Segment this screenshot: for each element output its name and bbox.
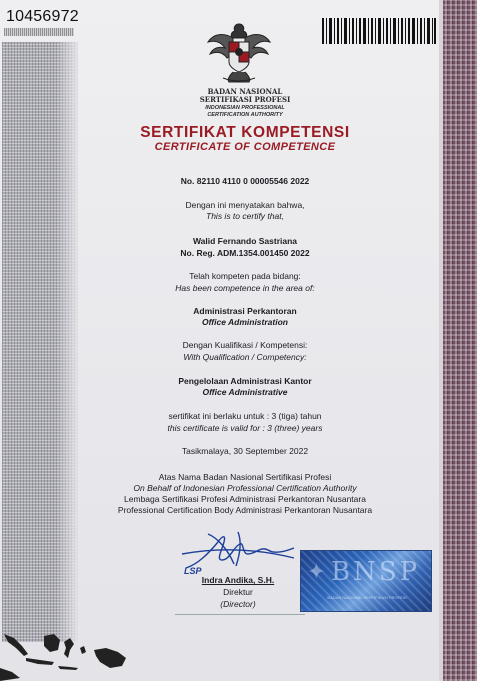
qualification-name: Pengelolaan Administrasi Kantor (178, 376, 312, 386)
hologram-logo: BNSP (331, 557, 421, 587)
serial-number: 10456972 (6, 8, 79, 25)
right-security-strip (443, 0, 477, 681)
barcode-icon (322, 18, 436, 44)
certification-body-en: Professional Certification Body Administrasi Perkantoran Nusantara (117, 505, 373, 515)
qualification-label: Dengan Kualifikasi / Kompetensi: (182, 340, 308, 350)
competent-label: Telah kompeten pada bidang: (189, 271, 301, 281)
competent-label-en: Has been competence in the area of: (175, 283, 315, 293)
certificate-title-en: CERTIFICATE OF COMPETENCE (154, 141, 336, 153)
registration-number: No. Reg. ADM.1354.001450 2022 (180, 248, 310, 258)
signature-underline (175, 614, 305, 615)
holder-name: Walid Fernando Sastriana (192, 236, 298, 246)
agency-name-en-line2: CERTIFICATION AUTHORITY (207, 111, 283, 118)
left-security-strip (2, 42, 78, 642)
behalf-text: Atas Nama Badan Nasional Sertifikasi Profesi (158, 472, 332, 482)
agency-name (90, 88, 400, 104)
field-name-en: Office Administration (202, 317, 288, 327)
behalf-text-en: On Behalf of Indonesian Professional Certification Authority (133, 483, 357, 493)
agency-name-line1: BADAN NASIONAL (207, 87, 283, 96)
qualification-label-en: With Qualification / Competency: (183, 352, 307, 362)
certification-body: Lembaga Sertifikasi Profesi Administrasi Perkantoran Nusantara (124, 494, 366, 504)
agency-name-line2: SERTIFIKASI PROFESI (199, 95, 291, 104)
certificate-number: No. 82110 4110 0 00005546 2022 (180, 176, 310, 186)
signatory-role-en: (Director) (220, 599, 256, 609)
agency-name-en-line1: INDONESIAN PROFESSIONAL (205, 105, 285, 111)
certificate-title: SERTIFIKAT KOMPETENSI (140, 124, 350, 141)
field-name: Administrasi Perkantoran (193, 306, 297, 316)
qualification-name-en: Office Administrative (202, 387, 288, 397)
declare-text-en: This is to certify that, (206, 211, 284, 221)
hologram-caption: BADAN NASIONAL SERTIFIKASI PROFESI (327, 595, 407, 600)
lsp-stamp-text: LSP (184, 566, 202, 576)
validity-text-en: this certificate is valid for : 3 (three) years (167, 423, 323, 433)
agency-name-en (90, 105, 400, 118)
hologram-star-icon: ✦ (307, 559, 326, 584)
signatory-name: Indra Andika, S.H. (201, 575, 275, 585)
signatory-role: Direktur (223, 587, 253, 597)
place-date: Tasikmalaya, 30 September 2022 (181, 446, 309, 456)
declare-text: Dengan ini menyatakan bahwa, (185, 200, 305, 210)
signature-icon (178, 524, 298, 580)
validity-text: sertifikat ini berlaku untuk : 3 (tiga) tahun (168, 411, 322, 421)
garuda-emblem-icon (205, 18, 273, 86)
serial-microprint (4, 28, 74, 36)
bnsp-hologram-icon (300, 550, 432, 612)
indonesia-map-icon (0, 628, 130, 681)
